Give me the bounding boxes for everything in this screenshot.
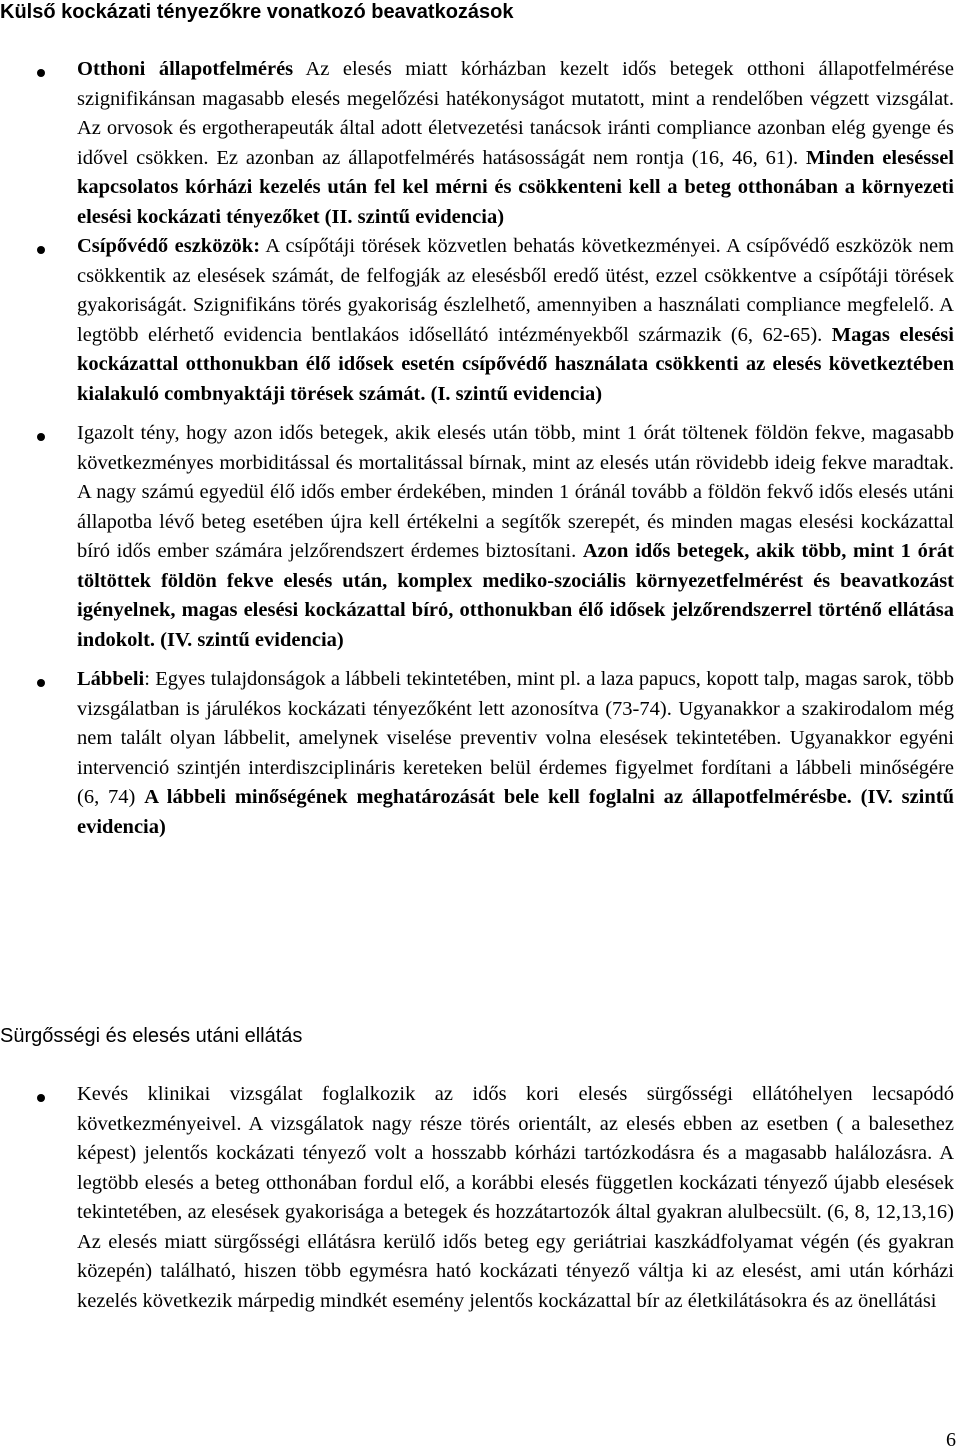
bullet-icon (37, 1094, 45, 1102)
page-number: 6 (946, 1429, 956, 1451)
item-text: A csípőtáji törések közvetlen behatás következményei. A csípővédő eszközök nem csökkentik az elesések számát, de felfogják az elesésből eredő ütést, ezzel csökkentve a csípőtáji törések gyakoriságát. Szignifikáns törés gyakoriság észlelhető, amennyiben a használati compliance megfelelő. A legtöbb elérhető evidencia bentlakáos idősellátó intézményekből származik (6, 62-65). (77, 235, 954, 346)
list-item-long-lie (0, 419, 960, 655)
item-text: : Egyes tulajdonságok a lábbeli tekintetében, mint pl. a laza papucs, kopott talp, magas sarok, több vizsgálatban is járulékos kockázati tényezőként lett azonosítva (73-74). Ugyanakkor a szakirodalom még nem talált olyan lábbelit, amelynek viselése preventiv volna elesések tekintetében. Ugyanakkor egyéni intervenció szintjén interdiszciplináris kereteken belül érdemes figyelmet fordítani a lábbeli minőségére (6, 74) (77, 668, 954, 808)
bullet-icon (37, 679, 45, 687)
list-item-emergency (0, 1080, 960, 1316)
item-recommendation: A lábbeli minőségének meghatározását bele kell foglalni az állapotfelmérésbe. (IV. szintű evidencia) (77, 786, 954, 838)
intervention-list (0, 55, 960, 842)
bullet-icon (37, 69, 45, 77)
item-recommendation: Azon idős betegek, akik több, mint 1 órát töltöttek földön fekve elesés után, komplex mediko-szociális környezetfelmérést és beavatkozást igényelnek, magas elesési kockázattal bíró, otthonukban élő idősek jelzőrendszerrel történő ellátása indokolt. (IV. szintű evidencia) (77, 540, 954, 651)
item-text: Az elesés miatt kórházban kezelt idős betegek otthoni állapotfelmérése szignifikánsan magasabb elesés megelőzési hatékonyságot mutatott, mint a rendelőben végzett vizsgálat. Az orvosok és ergotherapeuták által adott életvezetési tanácsok iránti compliance azonban elég gyenge és idővel csökken. Ez azonban az állapotfelmérés hatásosságát nem rontja (16, 46, 61). (77, 58, 954, 169)
item-lead: Lábbeli (77, 668, 145, 690)
item-recommendation: Minden eleséssel kapcsolatos kórházi kezelés után fel kel mérni és csökkenteni kell a beteg otthonában a környezeti elesési kockázati tényezőket (II. szintű evidencia) (77, 146, 954, 228)
list-item-footwear (0, 665, 960, 842)
paragraph (77, 419, 954, 655)
list-item-home-assessment (0, 55, 960, 232)
paragraph (77, 665, 954, 842)
paragraph (77, 232, 954, 409)
item-text: Kevés klinikai vizsgálat foglalkozik az idős kori elesés sürgősségi ellátóhelyen lecsapódó következményeivel. A vizsgálatok nagy része törés orientált, az elesés ebben az esetben ( a balesethez képest) jelentős kockázati tényező volt a hosszabb kórházi tartózkodásra és a magasabb halálozásra. A legtöbb elesés a beteg otthonában fordul elő, a korábbi elesés független kockázati tényező újabb elesések tekintetében, az elesések gyakorisága a betegek és hozzátartozók által gyakran alulbecsült. (6, 8, 12,13,16) Az elesés miatt sürgősségi ellátásra kerülő idős beteg egy geriátriai kaszkádfolyamat végén (és gyakran közepén) található, hiszen több egymésra ható kockázati tényező váltja ki az elesést, ami után kórházi kezelés következik márpedig mindkét esemény jelentős kockázattal bír az életkilátásokra és az önellátási (77, 1083, 954, 1312)
paragraph (77, 1080, 954, 1316)
bullet-icon (37, 433, 45, 441)
item-recommendation: Magas elesési kockázattal otthonukban élő idősek esetén csípővédő használata csökkenti az elesés következtében kialakuló combnyaktáji törések számát. (I. szintű evidencia) (77, 323, 954, 405)
paragraph (77, 55, 954, 232)
section-heading-emergency-care: Sürgősségi és elesés utáni ellátás (0, 1025, 303, 1047)
item-lead: Otthoni állapotfelmérés (77, 58, 294, 80)
item-text: Igazolt tény, hogy azon idős betegek, akik elesés után több, mint 1 órát töltenek földön fekve, magasabb következményes morbiditással és mortalitással bírnak, mint az elesés után rövidebb ideig fekve maradtak. A nagy számú egyedül élő idős ember érdekében, minden 1 óránál tovább a földön fekvő idős elesés utáni állapotba lévő beteg esetében újra kell értékelni a segítők szerepét, és minden magas elesési kockázattal bíró idős ember számára jelzőrendszert érdemes biztosítani. (77, 422, 954, 562)
bullet-icon (37, 246, 45, 254)
item-lead: Csípővédő eszközök: (77, 235, 261, 257)
emergency-list (0, 1080, 960, 1316)
section-heading-external-risk: Külső kockázati tényezőkre vonatkozó beavatkozások (0, 1, 514, 23)
list-item-hip-protectors (0, 232, 960, 409)
